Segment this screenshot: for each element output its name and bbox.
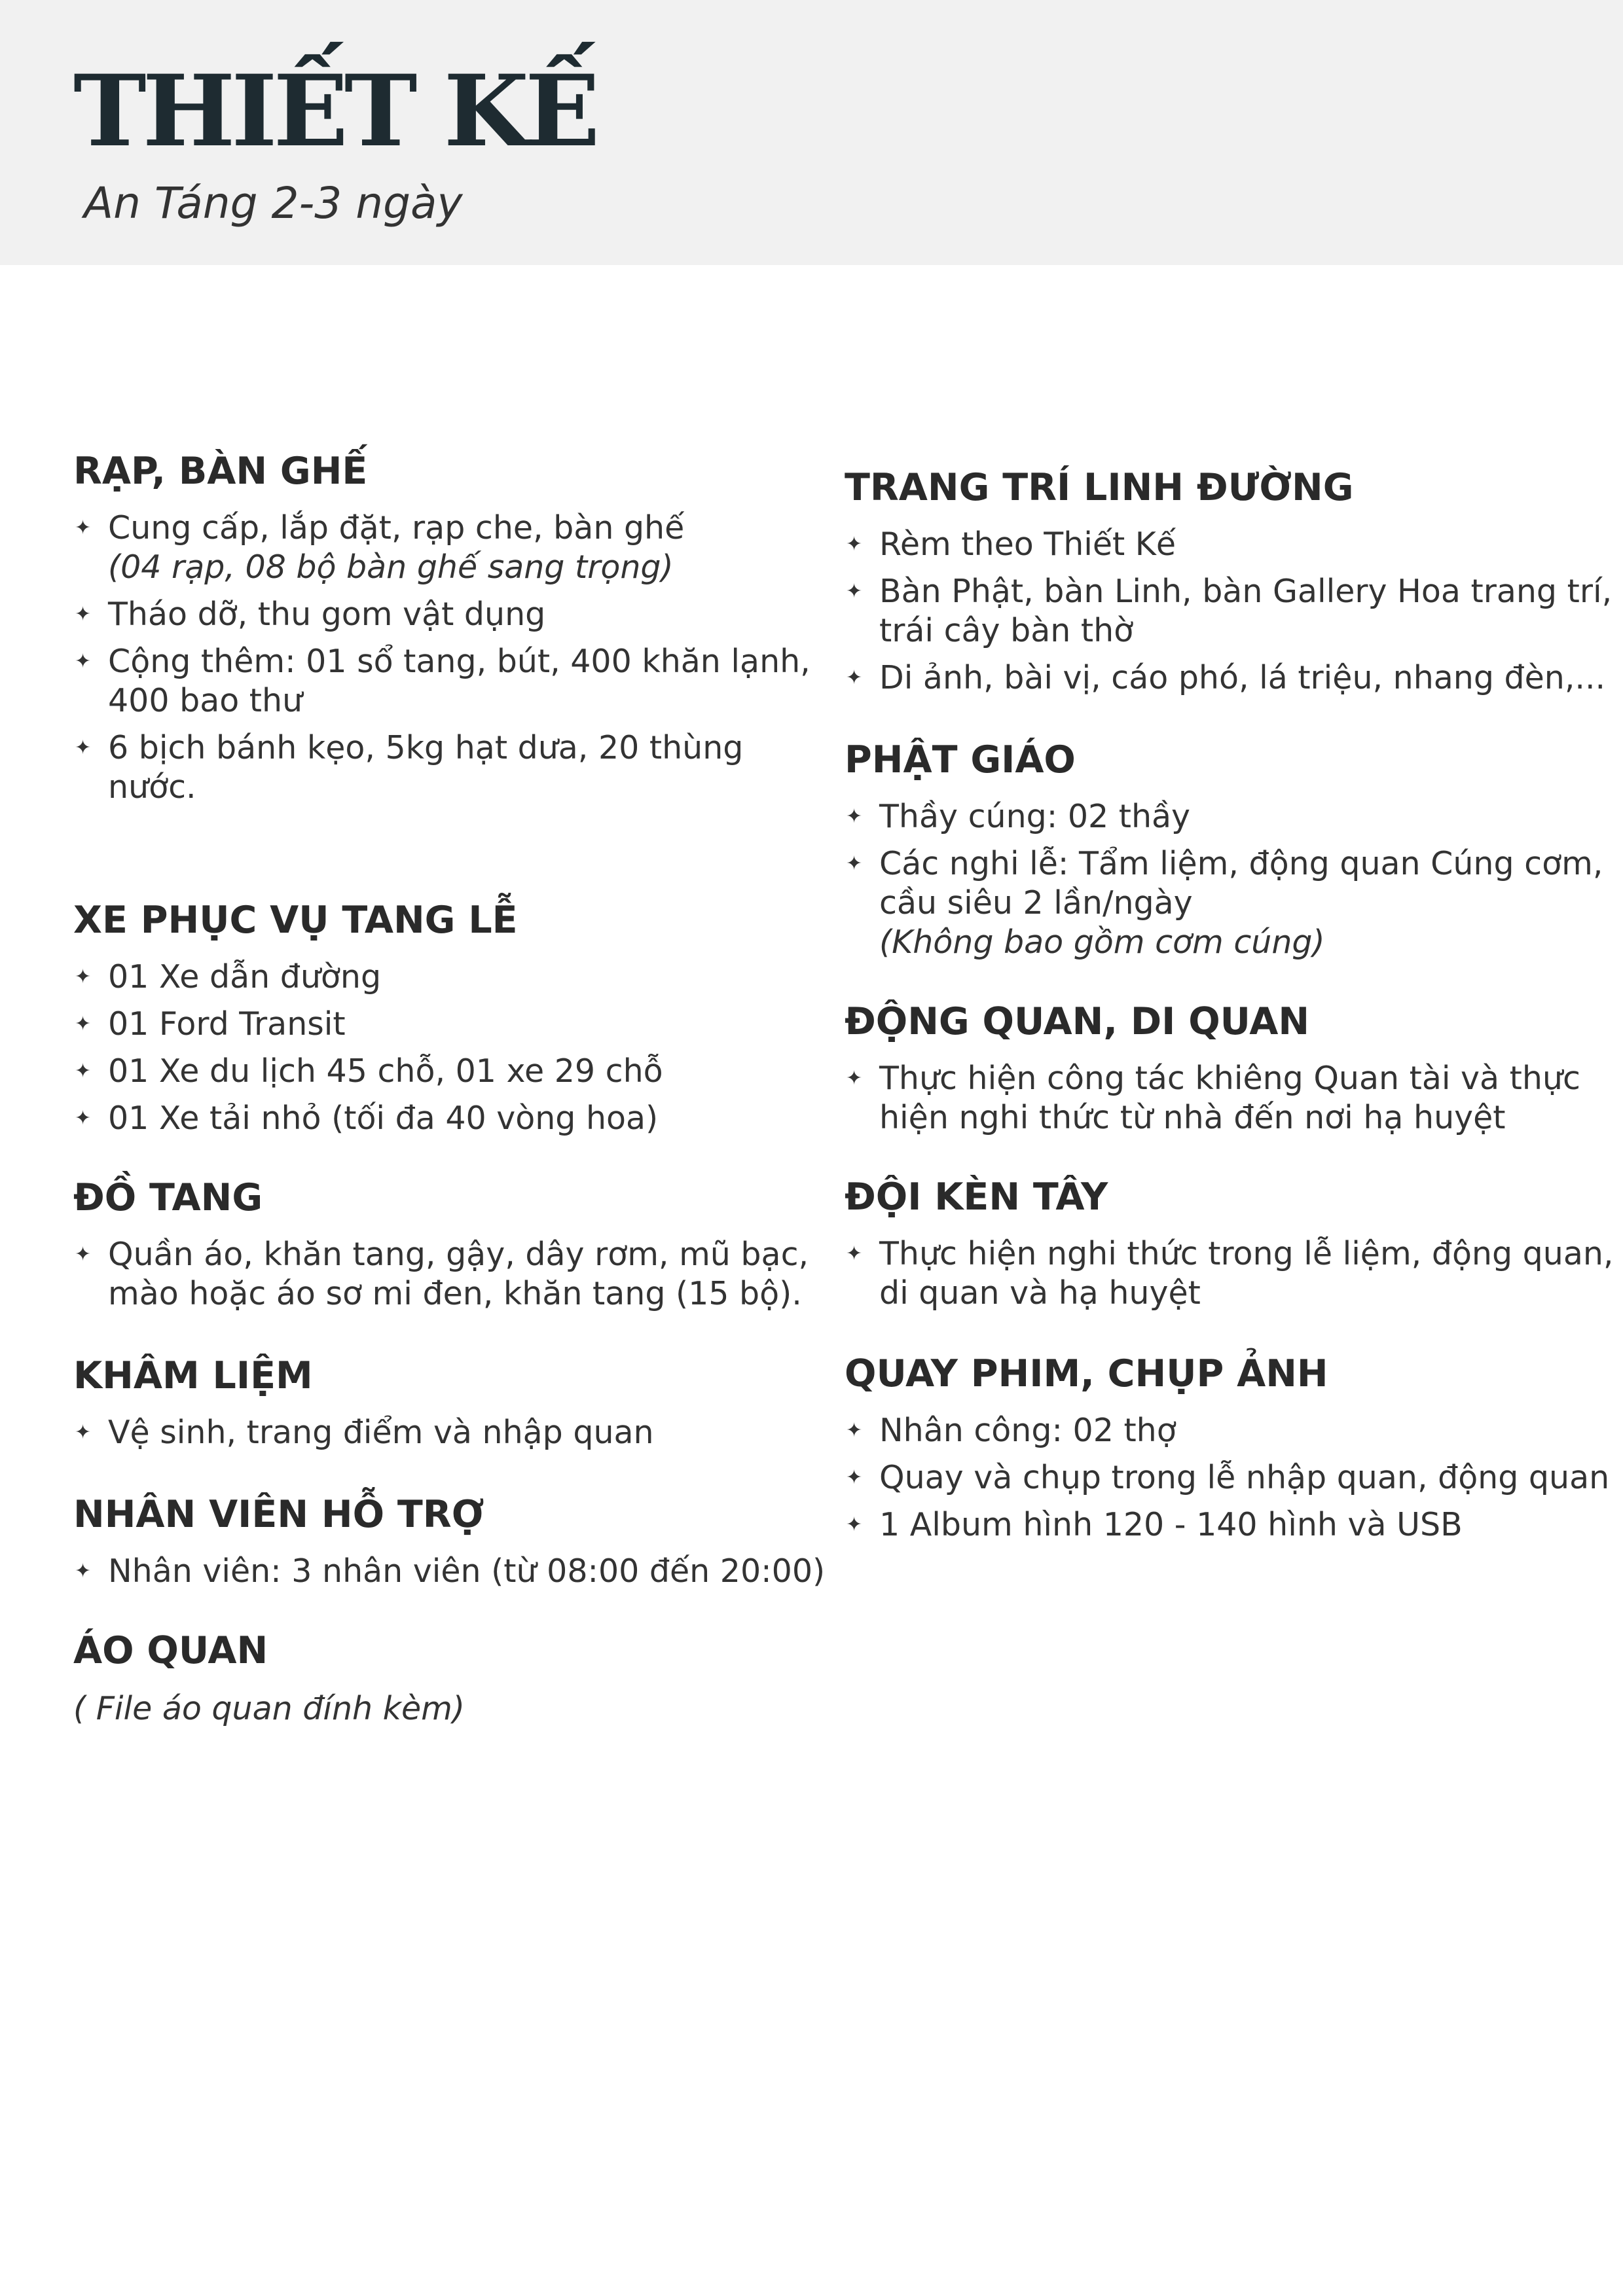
- item-text: 01 Ford Transit: [108, 1005, 346, 1043]
- list-item: [73, 958, 833, 997]
- list-item: [73, 642, 833, 721]
- item-text: Di ảnh, bài vị, cáo phó, lá triệu, nhang đèn,...: [879, 659, 1606, 696]
- four-point-star-icon: ✦: [75, 736, 92, 759]
- four-point-star-icon: ✦: [846, 1242, 863, 1265]
- right_sections-section: [845, 1344, 1617, 1545]
- four-point-star-icon: ✦: [846, 580, 863, 603]
- item-list: [73, 1235, 833, 1314]
- item-note: (04 rạp, 08 bộ bàn ghế sang trọng): [108, 548, 674, 586]
- four-point-star-icon: ✦: [75, 965, 92, 988]
- list-item: [73, 1005, 833, 1044]
- four-point-star-icon: ✦: [75, 516, 92, 539]
- four-point-star-icon: ✦: [846, 805, 863, 828]
- item-list: [845, 1059, 1617, 1138]
- four-point-star-icon: ✦: [75, 1060, 92, 1083]
- list-item: [845, 797, 1617, 836]
- right_sections-section: [845, 730, 1617, 962]
- list-item: [845, 1234, 1617, 1313]
- list-item: [73, 1235, 833, 1314]
- item-text: Thực hiện công tác khiêng Quan tài và thực hiện nghi thức từ nhà đến nơi hạ huyệt: [879, 1060, 1580, 1136]
- item-text: 6 bịch bánh kẹo, 5kg hạt dưa, 20 thùng nước.: [108, 729, 744, 806]
- list-item: [73, 509, 833, 587]
- four-point-star-icon: ✦: [846, 852, 863, 875]
- four-point-star-icon: ✦: [75, 650, 92, 673]
- right-column: [845, 458, 1617, 1545]
- item-text: Quần áo, khăn tang, gậy, dây rơm, mũ bạc, mào hoặc áo sơ mi đen, khăn tang (15 bộ).: [108, 1236, 809, 1312]
- item-list: [845, 525, 1617, 698]
- item-text: Các nghi lễ: Tẩm liệm, động quan Cúng cơm, cầu siêu 2 lần/ngày: [879, 845, 1603, 922]
- section-title: NHÂN VIÊN HỖ TRỢ: [73, 1493, 484, 1536]
- list-item: [73, 1099, 833, 1138]
- item-text: Thầy cúng: 02 thầy: [879, 798, 1191, 835]
- right_sections-section: [845, 992, 1617, 1138]
- item-text: Tháo dỡ, thu gom vật dụng: [108, 596, 546, 633]
- list-item: [845, 1059, 1617, 1138]
- list-item: [845, 572, 1617, 651]
- list-item: [73, 1413, 833, 1452]
- header-band: [0, 0, 1623, 265]
- four-point-star-icon: ✦: [846, 1067, 863, 1090]
- list-item: [73, 595, 833, 634]
- section-note: ( File áo quan đính kèm): [73, 1690, 465, 1727]
- four-point-star-icon: ✦: [75, 1013, 92, 1035]
- section-title: ĐỒ TANG: [73, 1176, 263, 1219]
- four-point-star-icon: ✦: [846, 1513, 863, 1536]
- section-title: ĐỘNG QUAN, DI QUAN: [845, 1000, 1310, 1043]
- left_sections-section: [73, 891, 833, 1138]
- item-text: Thực hiện nghi thức trong lễ liệm, động quan, di quan và hạ huyệt: [879, 1235, 1614, 1312]
- four-point-star-icon: ✦: [75, 1243, 92, 1266]
- list-item: [73, 728, 833, 807]
- list-item: [845, 525, 1617, 564]
- item-text: 01 Xe dẫn đường: [108, 958, 382, 996]
- four-point-star-icon: ✦: [75, 1560, 92, 1583]
- section-title: ÁO QUAN: [73, 1629, 268, 1672]
- four-point-star-icon: ✦: [846, 666, 863, 689]
- left_sections-section: [73, 1485, 833, 1591]
- section-title: PHẬT GIÁO: [845, 738, 1076, 781]
- item-text: 1 Album hình 120 - 140 hình và USB: [879, 1506, 1463, 1543]
- list-item: [845, 844, 1617, 962]
- left_sections-section: [73, 442, 833, 807]
- four-point-star-icon: ✦: [75, 1421, 92, 1444]
- right_sections-section: [845, 1168, 1617, 1313]
- left_sections-section: [73, 1168, 833, 1314]
- list-item: [73, 1052, 833, 1091]
- list-item: [845, 658, 1617, 698]
- item-text: Vệ sinh, trang điểm và nhập quan: [108, 1414, 654, 1451]
- section-title: TRANG TRÍ LINH ĐƯỜNG: [845, 466, 1354, 509]
- four-point-star-icon: ✦: [75, 603, 92, 626]
- item-list: [73, 1552, 833, 1591]
- item-text: Rèm theo Thiết Kế: [879, 526, 1176, 563]
- item-text: 01 Xe du lịch 45 chỗ, 01 xe 29 chỗ: [108, 1052, 663, 1090]
- left_sections-section: [73, 1621, 833, 1729]
- left_sections-section: [73, 1346, 833, 1452]
- right_sections-section: [845, 458, 1617, 698]
- section-title: XE PHỤC VỤ TANG LỄ: [73, 899, 518, 942]
- item-note: (Không bao gồm cơm cúng): [879, 924, 1325, 961]
- item-text: Cung cấp, lắp đặt, rạp che, bàn ghế: [108, 509, 685, 547]
- item-text: 01 Xe tải nhỏ (tối đa 40 vòng hoa): [108, 1100, 659, 1137]
- four-point-star-icon: ✦: [846, 1466, 863, 1489]
- item-list: [73, 958, 833, 1138]
- item-list: [73, 1413, 833, 1452]
- list-item: [845, 1411, 1617, 1450]
- item-text: Cộng thêm: 01 sổ tang, bút, 400 khăn lạnh, 400 bao thư: [108, 643, 811, 719]
- item-list: [845, 1234, 1617, 1313]
- item-text: Bàn Phật, bàn Linh, bàn Gallery Hoa trang trí, trái cây bàn thờ: [879, 573, 1613, 649]
- section-title: RẠP, BÀN GHẾ: [73, 450, 368, 493]
- item-text: Quay và chụp trong lễ nhập quan, động quan: [879, 1459, 1610, 1496]
- list-item: [845, 1458, 1617, 1498]
- list-item: [73, 1552, 833, 1591]
- item-text: Nhân công: 02 thợ: [879, 1412, 1176, 1449]
- section-title: QUAY PHIM, CHỤP ẢNH: [845, 1352, 1328, 1395]
- four-point-star-icon: ✦: [75, 1107, 92, 1130]
- four-point-star-icon: ✦: [846, 533, 863, 556]
- left-column: [73, 442, 833, 1729]
- four-point-star-icon: ✦: [846, 1419, 863, 1442]
- page-subtitle: An Táng 2-3 ngày: [84, 178, 463, 228]
- section-title: ĐỘI KÈN TÂY: [845, 1175, 1108, 1219]
- list-item: [845, 1505, 1617, 1545]
- item-list: [73, 509, 833, 807]
- item-text: Nhân viên: 3 nhân viên (từ 08:00 đến 20:00): [108, 1552, 826, 1590]
- item-list: [845, 1411, 1617, 1545]
- item-list: [845, 797, 1617, 962]
- section-title: KHÂM LIỆM: [73, 1354, 313, 1397]
- page-title: THIẾT KẾ: [73, 54, 596, 169]
